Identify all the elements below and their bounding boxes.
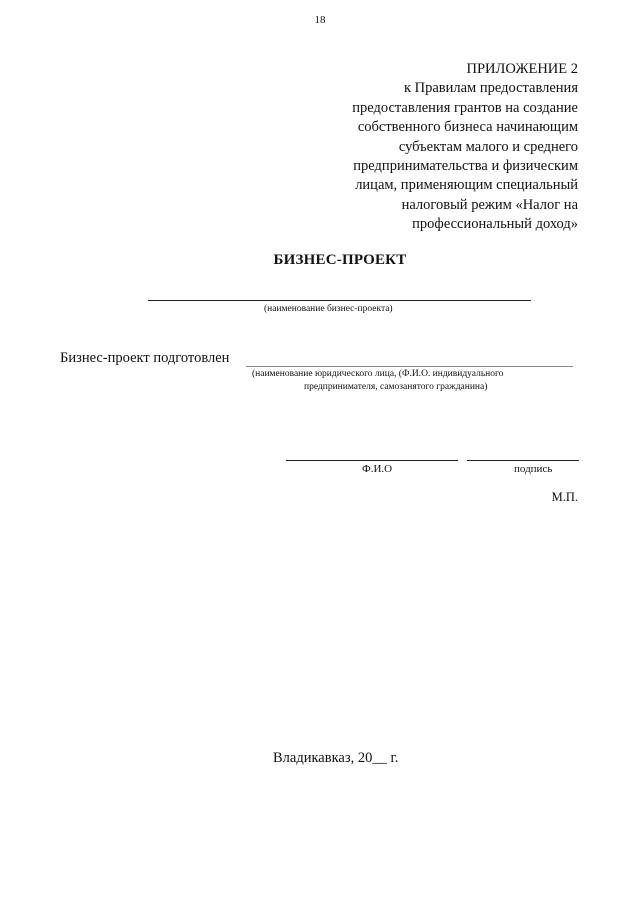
document-title: БИЗНЕС-ПРОЕКТ — [273, 252, 407, 268]
city-year: Владикавказ, 20__ г. — [273, 750, 399, 766]
appendix-line: лицам, применяющим специальный — [355, 177, 578, 194]
stamp-label: М.П. — [551, 490, 578, 504]
appendix-line: предоставления грантов на создание — [352, 99, 578, 116]
fio-line — [286, 460, 458, 461]
appendix-line: собственного бизнеса начинающим — [357, 119, 578, 136]
signature-label: подпись — [514, 463, 553, 475]
prepared-by-label: Бизнес-проект подготовлен — [60, 350, 230, 366]
appendix-line: профессиональный доход» — [412, 216, 578, 233]
appendix-header — [278, 60, 578, 235]
signature-line — [467, 460, 579, 461]
prepared-by-caption-line2: предпринимателя, самозанятого гражданина) — [304, 382, 488, 392]
fio-label: Ф.И.О — [362, 463, 393, 475]
page-number: 18 — [314, 14, 326, 26]
appendix-line: налоговый режим «Налог на — [401, 196, 578, 213]
prepared-by-line — [246, 366, 573, 367]
appendix-line: субъектам малого и среднего — [398, 138, 578, 155]
appendix-line: к Правилам предоставления — [403, 80, 578, 97]
project-name-line — [148, 300, 531, 301]
prepared-by-caption-line1: (наименование юридического лица, (Ф.И.О. индивидуального — [252, 369, 504, 379]
appendix-line: предпринимательства и физическим — [353, 158, 578, 175]
project-name-caption: (наименование бизнес-проекта) — [264, 304, 393, 314]
appendix-line: ПРИЛОЖЕНИЕ 2 — [466, 61, 578, 77]
